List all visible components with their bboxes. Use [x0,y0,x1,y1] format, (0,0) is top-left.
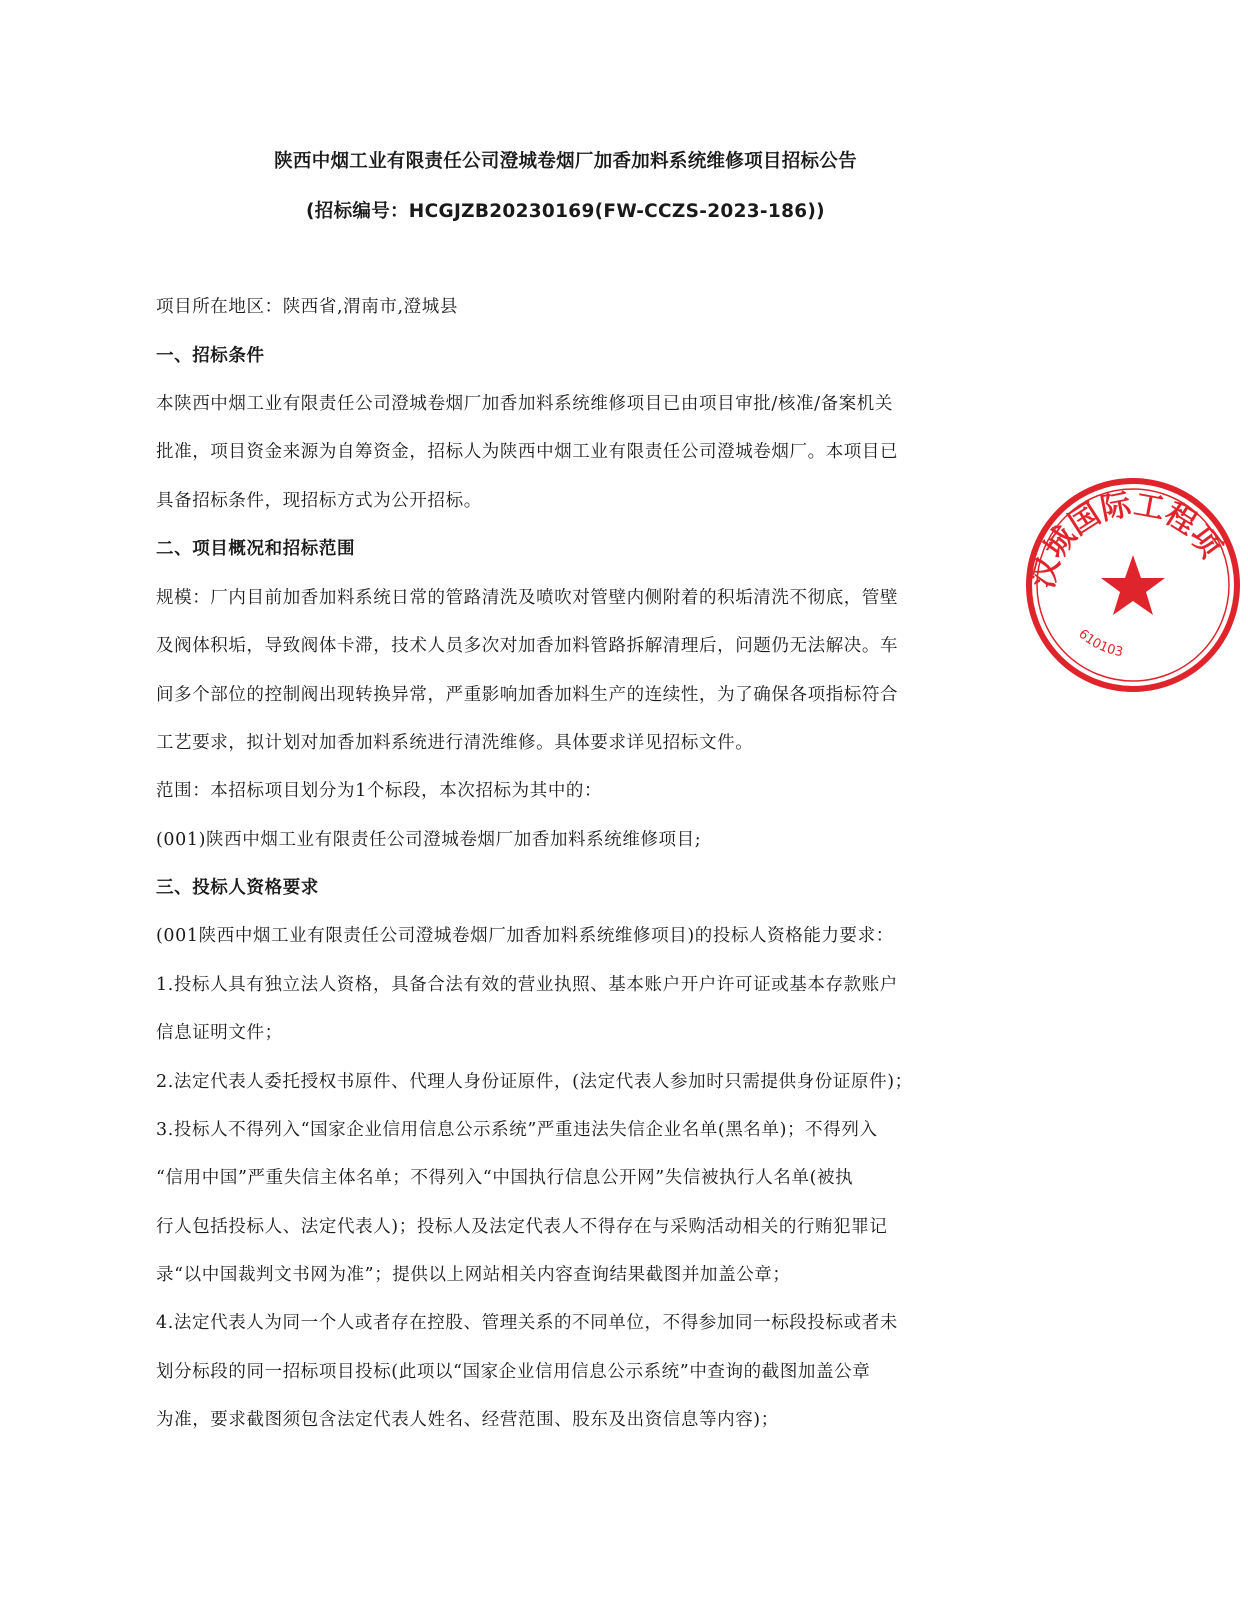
section3-line: 3.投标人不得列入“国家企业信用信息公示系统”严重违法失信企业名单(黑名单)；不得列入 [156,1120,878,1140]
section1-line: 具备招标条件，现招标方式为公开招标。 [156,491,482,511]
section1-heading: 一、招标条件 [156,346,265,366]
section3-line: (001陕西中烟工业有限责任公司澄城卷烟厂加香加料系统维修项目)的投标人资格能力要求： [156,926,894,946]
company-seal [1018,470,1248,700]
section3-line: “信用中国”严重失信主体名单；不得列入“中国执行信息公开网”失信被执行人名单(被执 [156,1168,854,1188]
section2-line: 间多个部位的控制阀出现转换异常，严重影响加香加料生产的连续性，为了确保各项指标符合 [156,685,899,705]
section2-line: 工艺要求，拟计划对加香加料系统进行清洗维修。具体要求详见招标文件。 [156,733,754,753]
document-title: 陕西中烟工业有限责任公司澄城卷烟厂加香加料系统维修项目招标公告 [274,151,857,172]
section2-heading: 二、项目概况和招标范围 [156,539,356,559]
section1-line: 本陕西中烟工业有限责任公司澄城卷烟厂加香加料系统维修项目已由项目审批/核准/备案机关 [156,394,893,414]
section3-line: 为准，要求截图须包含法定代表人姓名、经营范围、股东及出资信息等内容)； [156,1410,779,1430]
section3-line: 信息证明文件； [156,1023,283,1043]
seal-text: 汉城国际工程项 [1025,487,1228,592]
section1-line: 批准，项目资金来源为自筹资金，招标人为陕西中烟工业有限责任公司澄城卷烟厂。本项目已 [156,442,899,462]
section3-line: 2.法定代表人委托授权书原件、代理人身份证原件，(法定代表人参加时只需提供身份证原件)； [156,1072,913,1092]
section2-line: 规模：厂内目前加香加料系统日常的管路清洗及喷吹对管壁内侧附着的积垢清洗不彻底，管壁 [156,588,899,608]
section2-line: (001)陕西中烟工业有限责任公司澄城卷烟厂加香加料系统维修项目; [156,830,702,850]
seal-code: 610103 [1075,626,1125,661]
bid-number: (招标编号：HCGJZB20230169(FW-CCZS-2023-186)) [306,201,825,222]
section2-line: 范围：本招标项目划分为1个标段，本次招标为其中的： [156,781,603,801]
section3-line: 4.法定代表人为同一个人或者存在控股、管理关系的不同单位，不得参加同一标段投标或者未 [156,1313,898,1333]
section3-line: 1.投标人具有独立法人资格，具备合法有效的营业执照、基本账户开户许可证或基本存款账户 [156,975,898,995]
section2-line: 及阀体积垢，导致阀体卡滞，技术人员多次对加香加料管路拆解清理后，问题仍无法解决。车 [156,636,899,656]
project-location: 项目所在地区：陕西省,渭南市,澄城县 [156,297,458,317]
section3-line: 录“以中国裁判文书网为准”；提供以上网站相关内容查询结果截图并加盖公章； [156,1265,791,1285]
seal-star-icon [1101,555,1165,615]
section3-heading: 三、投标人资格要求 [156,878,319,898]
section3-line: 行人包括投标人、法定代表人)；投标人及法定代表人不得存在与采购活动相关的行贿犯罪记 [156,1217,888,1237]
section3-line: 划分标段的同一招标项目投标(此项以“国家企业信用信息公示系统”中查询的截图加盖公章 [156,1362,871,1382]
